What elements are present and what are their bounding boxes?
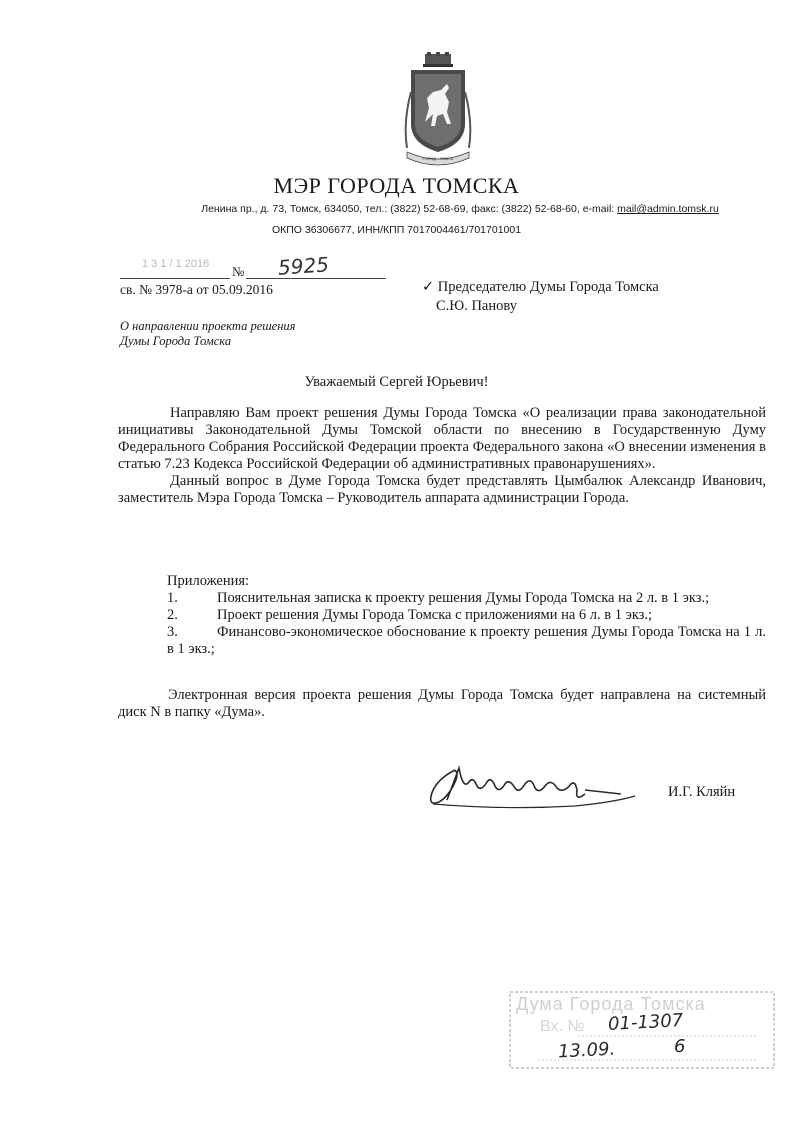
registration-number-handwritten: 5925: [277, 252, 330, 280]
emblem-ribbon-text: ГОРОД • ТОМСК: [422, 156, 454, 161]
attachment-number: 1.: [167, 590, 178, 606]
topic-line-2: Думы Города Томска: [120, 334, 232, 348]
registration-number-line: [246, 278, 386, 279]
letterhead-address: [160, 203, 760, 215]
check-mark-icon: ✓: [422, 279, 435, 295]
stamp-header-faint: Дума Города Томска: [516, 994, 706, 1014]
stamp-label-faint: Вх. №: [540, 1018, 585, 1035]
handwritten-signature-icon: [425, 760, 640, 815]
attachment-number: 2.: [167, 607, 178, 623]
electronic-version-note: [118, 687, 766, 721]
topic-line-1: О направлении проекта решения: [120, 319, 296, 333]
attachment-number: 3.: [167, 624, 178, 640]
attachments-title: Приложения:: [167, 573, 250, 589]
attachment-item: [167, 607, 766, 624]
letterhead-codes: ОКПО 36306677, ИНН/КПП 7017004461/701701001: [271, 224, 522, 236]
tomsk-coat-of-arms-icon: [403, 52, 473, 172]
registration-date-line: [120, 278, 230, 279]
addressee-title: Председателю Думы Города Томска: [437, 279, 659, 295]
address-text: Ленина пр., д. 73, Томск, 634050, тел.: (3822) 52-68-69, факс: (3822) 52-68-60, e-mail:: [201, 203, 618, 215]
signer-name: И.Г. Кляйн: [668, 784, 736, 800]
registration-date-faint: 1 3 1 / 1 2016: [142, 258, 210, 270]
greeting: Уважаемый Сергей Юрьевич!: [304, 374, 489, 390]
body-paragraph-1: Направляю Вам проект решения Думы Города Томска «О реализации права законодательной инициативы Законодательной Думы Томской области по внесению в Государственную Думу Федерального Собрания Российской Федерации проекта Федерального закона «О внесении изменения в статью 7.23 Кодекса Российской Федерации об административных правонарушениях».: [118, 405, 766, 472]
stamp-copies: 6: [674, 1036, 686, 1057]
attachment-text: Проект решения Думы Города Томска с приложениями на 6 л. в 1 экз.;: [217, 607, 653, 623]
attachment-item: [167, 624, 766, 658]
email-link[interactable]: mail@admin.tomsk.ru: [617, 203, 719, 215]
attachment-item: [167, 590, 766, 607]
letter-body: [118, 405, 766, 507]
registration-number-sign: №: [232, 264, 245, 279]
registration-reference: св. № 3978-а от 05.09.2016: [120, 282, 273, 297]
stamp-incoming-number: 01-1307: [607, 1010, 684, 1035]
body-paragraph-2: Данный вопрос в Думе Города Томска будет представлять Цымбалюк Александр Иванович, заместитель Мэра Города Томска – Руководитель аппарата администрации Города.: [118, 473, 766, 506]
addressee-name: С.Ю. Панову: [436, 298, 517, 314]
letterhead-title: МЭР ГОРОДА ТОМСКА: [273, 173, 520, 198]
letter-topic: [120, 319, 296, 349]
electronic-note-text: Электронная версия проекта решения Думы Города Томска будет направлена на системный диск N в папку «Дума».: [118, 687, 766, 720]
addressee-block: [422, 278, 659, 316]
attachment-text: Финансово-экономическое обоснование к проекту решения Думы Города Томска на 1 л. в 1 экз.;: [167, 624, 766, 657]
addressee-line-1: [422, 278, 659, 297]
attachment-text: Пояснительная записка к проекту решения Думы Города Томска на 2 л. в 1 экз.;: [217, 590, 710, 606]
stamp-date: 13.09.: [557, 1038, 616, 1063]
